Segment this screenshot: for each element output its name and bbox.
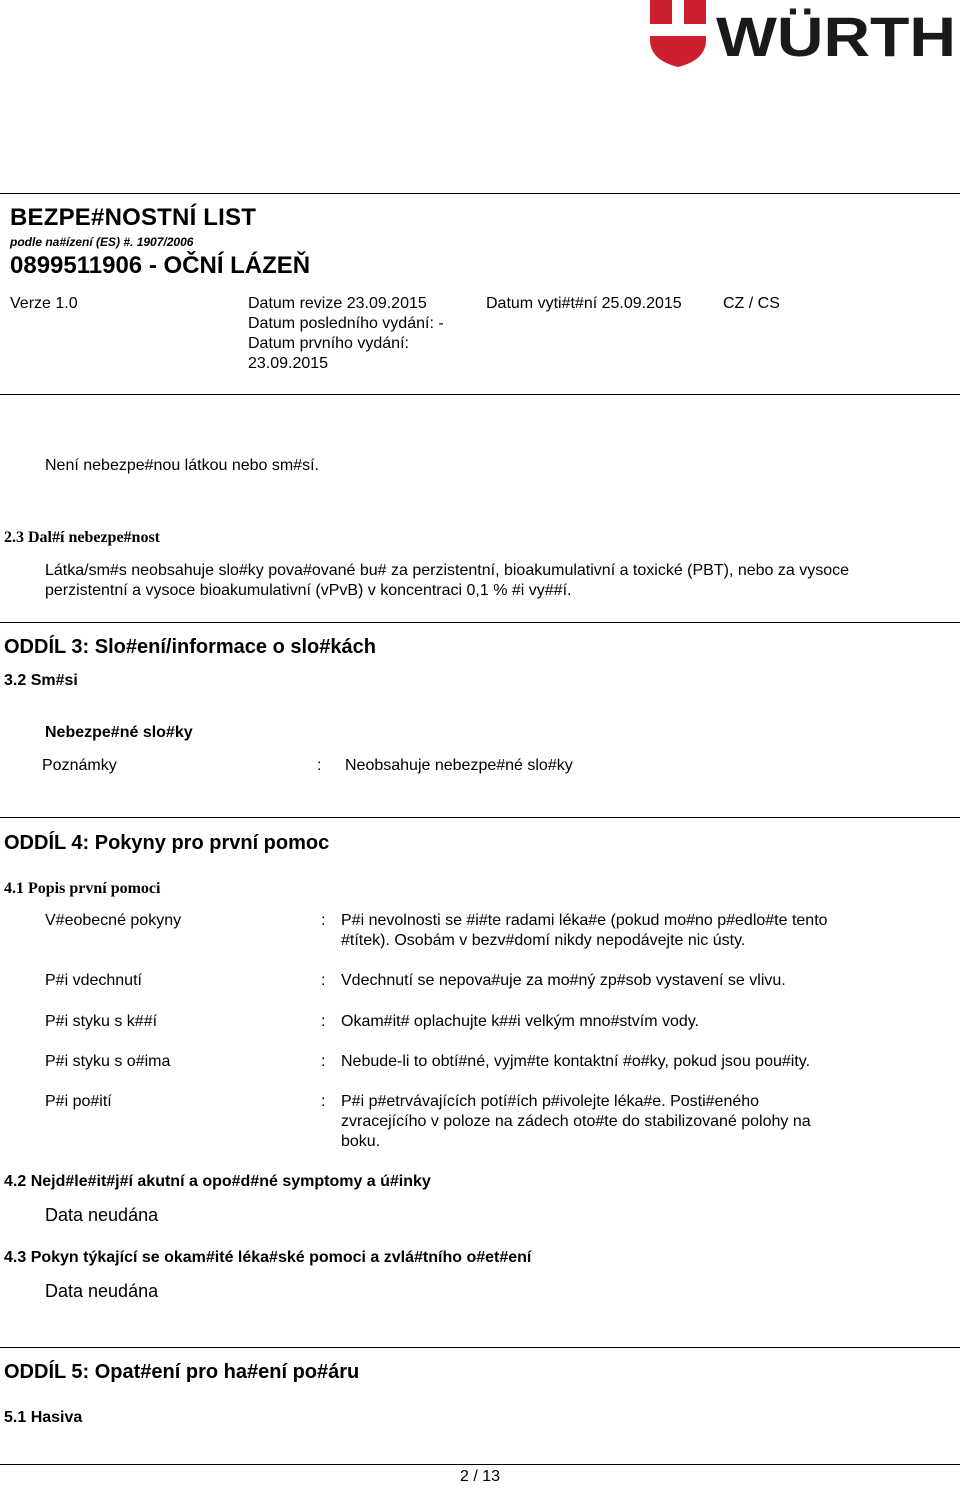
first-aid-value [341,911,901,951]
notes-label: Poznámky [42,757,117,774]
section-3-heading: ODDÍL 3: Slo#ení/informace o slo#kách [4,636,376,658]
first-aid-value-line: #títek). Osobám v bezv#domí nikdy nepodávejte nic ústy. [341,932,746,949]
first-aid-value-line: Okam#it# oplachujte k##i velkým mno#stvím vody. [341,1013,700,1030]
document-title: BEZPE#NOSTNÍ LIST [10,204,257,231]
first-aid-value-line: Nebude-li to obtí#né, vyjm#te kontaktní #o#ky, pokud jsou pou#ity. [341,1053,811,1070]
section-4-2-heading: 4.2 Nejd#le#it#j#í akutní a opo#d#né symptomy a ú#inky [4,1173,431,1190]
classification-statement: Není nebezpe#nou látkou nebo sm#sí. [45,457,319,474]
section-3-2-heading: 3.2 Sm#si [4,672,78,689]
first-aid-value [341,1092,901,1152]
first-aid-value-line: zvracejícího v poloze na zádech oto#te do stabilizované polohy na [341,1113,811,1130]
page-number: 2 / 13 [459,1468,501,1485]
section-5-rule [0,1347,960,1348]
first-issue-date: 23.09.2015 [248,355,329,372]
section-3-rule [0,622,960,623]
locale: CZ / CS [723,295,780,312]
first-aid-value [341,971,901,991]
footer-rule [0,1464,960,1465]
version: Verze 1.0 [10,295,78,312]
first-aid-value-line: boku. [341,1133,381,1150]
section-4-rule [0,817,960,818]
section-4-3-heading: 4.3 Pokyn týkající se okam#ité léka#ské pomoci a zvlá#tního o#et#ení [4,1249,532,1266]
first-aid-colon: : [321,1093,326,1110]
product-name: 0899511906 - OČNÍ LÁZEŇ [10,252,311,279]
last-issue-date: Datum posledního vydání: - [248,315,444,332]
first-aid-value-line: Vdechnutí se nepova#uje za mo#ný zp#sob vystavení se vlivu. [341,972,786,989]
pbt-statement-line-2: perzistentní a vysoce bioakumulativní (vPvB) v koncentraci 0,1 % #i vy##í. [45,582,572,599]
hazardous-components-heading: Nebezpe#né slo#ky [45,724,193,741]
header-bottom-rule [0,394,960,395]
first-aid-value-line: P#i nevolnosti se #i#te radami léka#e (pokud mo#no p#edlo#te tento [341,912,828,929]
first-aid-label: P#i vdechnutí [45,972,142,989]
section-5-heading: ODDÍL 5: Opat#ení pro ha#ení po#áru [4,1361,360,1383]
first-aid-colon: : [321,912,326,929]
section-4-2-value: Data neudána [45,1205,159,1225]
section-2-3-heading: 2.3 Dal#í nebezpe#nost [4,529,160,546]
first-aid-label: P#i po#ití [45,1093,112,1110]
first-issue-label: Datum prvního vydání: [248,335,409,352]
wurth-logo [648,0,960,70]
first-aid-label: P#i styku s k##í [45,1013,158,1030]
first-aid-label: P#i styku s o#ima [45,1053,171,1070]
first-aid-value [341,1012,901,1032]
section-4-1-heading: 4.1 Popis první pomoci [4,880,161,897]
first-aid-colon: : [321,1053,326,1070]
print-date: Datum vyti#t#ní 25.09.2015 [486,295,682,312]
logo-wordmark: WÜRTH [716,5,956,68]
first-aid-value [341,1052,901,1072]
revision-date: Datum revize 23.09.2015 [248,295,427,312]
section-4-3-value: Data neudána [45,1281,159,1301]
notes-colon: : [317,757,322,774]
first-aid-value-line: P#i p#etrvávajících potí#ích p#ivolejte léka#e. Posti#eného [341,1093,760,1110]
first-aid-label: V#eobecné pokyny [45,912,182,929]
header-top-rule [0,193,960,194]
notes-value: Neobsahuje nebezpe#né slo#ky [345,757,573,774]
first-aid-colon: : [321,1013,326,1030]
document-regulation: podle na#ízení (ES) #. 1907/2006 [10,235,194,249]
section-5-1-heading: 5.1 Hasiva [4,1409,83,1426]
first-aid-colon: : [321,972,326,989]
section-4-heading: ODDÍL 4: Pokyny pro první pomoc [4,832,330,854]
pbt-statement-line-1: Látka/sm#s neobsahuje slo#ky pova#ované bu# za perzistentní, bioakumulativní a toxické (PBT), nebo za vysoce [45,562,850,579]
